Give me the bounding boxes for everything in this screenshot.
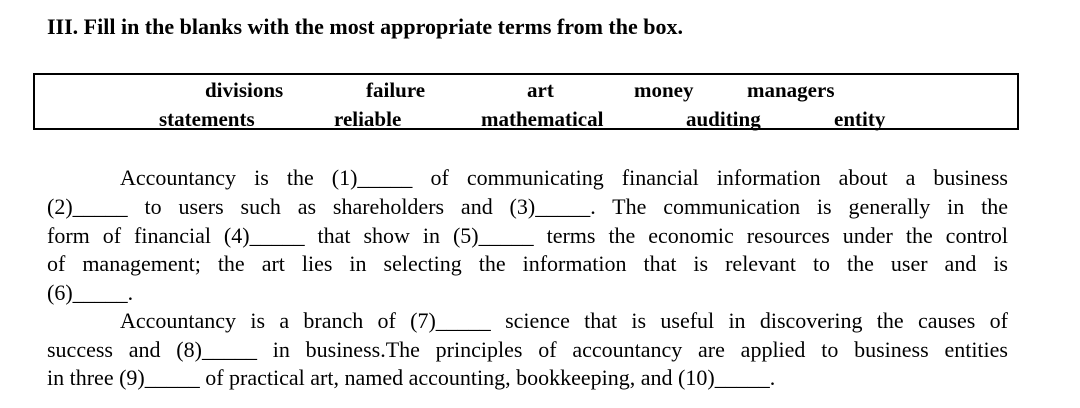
word-bank-term: money <box>634 78 694 102</box>
word-bank-term: statements <box>159 107 255 131</box>
word-bank-term: entity <box>834 107 886 131</box>
word-bank-term: art <box>527 78 554 102</box>
paragraph-1-line: of management; the art lies in selecting the information that is relevant to the user and is <box>47 251 1008 276</box>
exercise-heading: III. Fill in the blanks with the most appropriate terms from the box. <box>47 14 683 39</box>
word-bank-term: reliable <box>334 107 402 131</box>
word-bank-term: failure <box>366 78 426 102</box>
word-bank-term: auditing <box>686 107 761 131</box>
paragraph-1-line: Accountancy is the (1)_____ of communicating financial information about a business <box>120 165 1008 190</box>
paragraph-1-line: (6)_____. <box>47 280 134 305</box>
word-bank-term: mathematical <box>481 107 604 131</box>
paragraph-1-line: (2)_____ to users such as shareholders and (3)_____. The communication is generally in the <box>47 194 1008 219</box>
word-bank-term: managers <box>747 78 835 102</box>
word-bank-term: divisions <box>205 78 284 102</box>
paragraph-2-line: Accountancy is a branch of (7)_____ science that is useful in discovering the causes of <box>120 308 1008 333</box>
paragraph-2-line: in three (9)_____ of practical art, named accounting, bookkeeping, and (10)_____. <box>47 365 776 390</box>
paragraph-1-line: form of financial (4)_____ that show in (5)_____ terms the economic resources under the control <box>47 223 1008 248</box>
paragraph-2-line: success and (8)_____ in business.The principles of accountancy are applied to business entities <box>47 337 1008 362</box>
